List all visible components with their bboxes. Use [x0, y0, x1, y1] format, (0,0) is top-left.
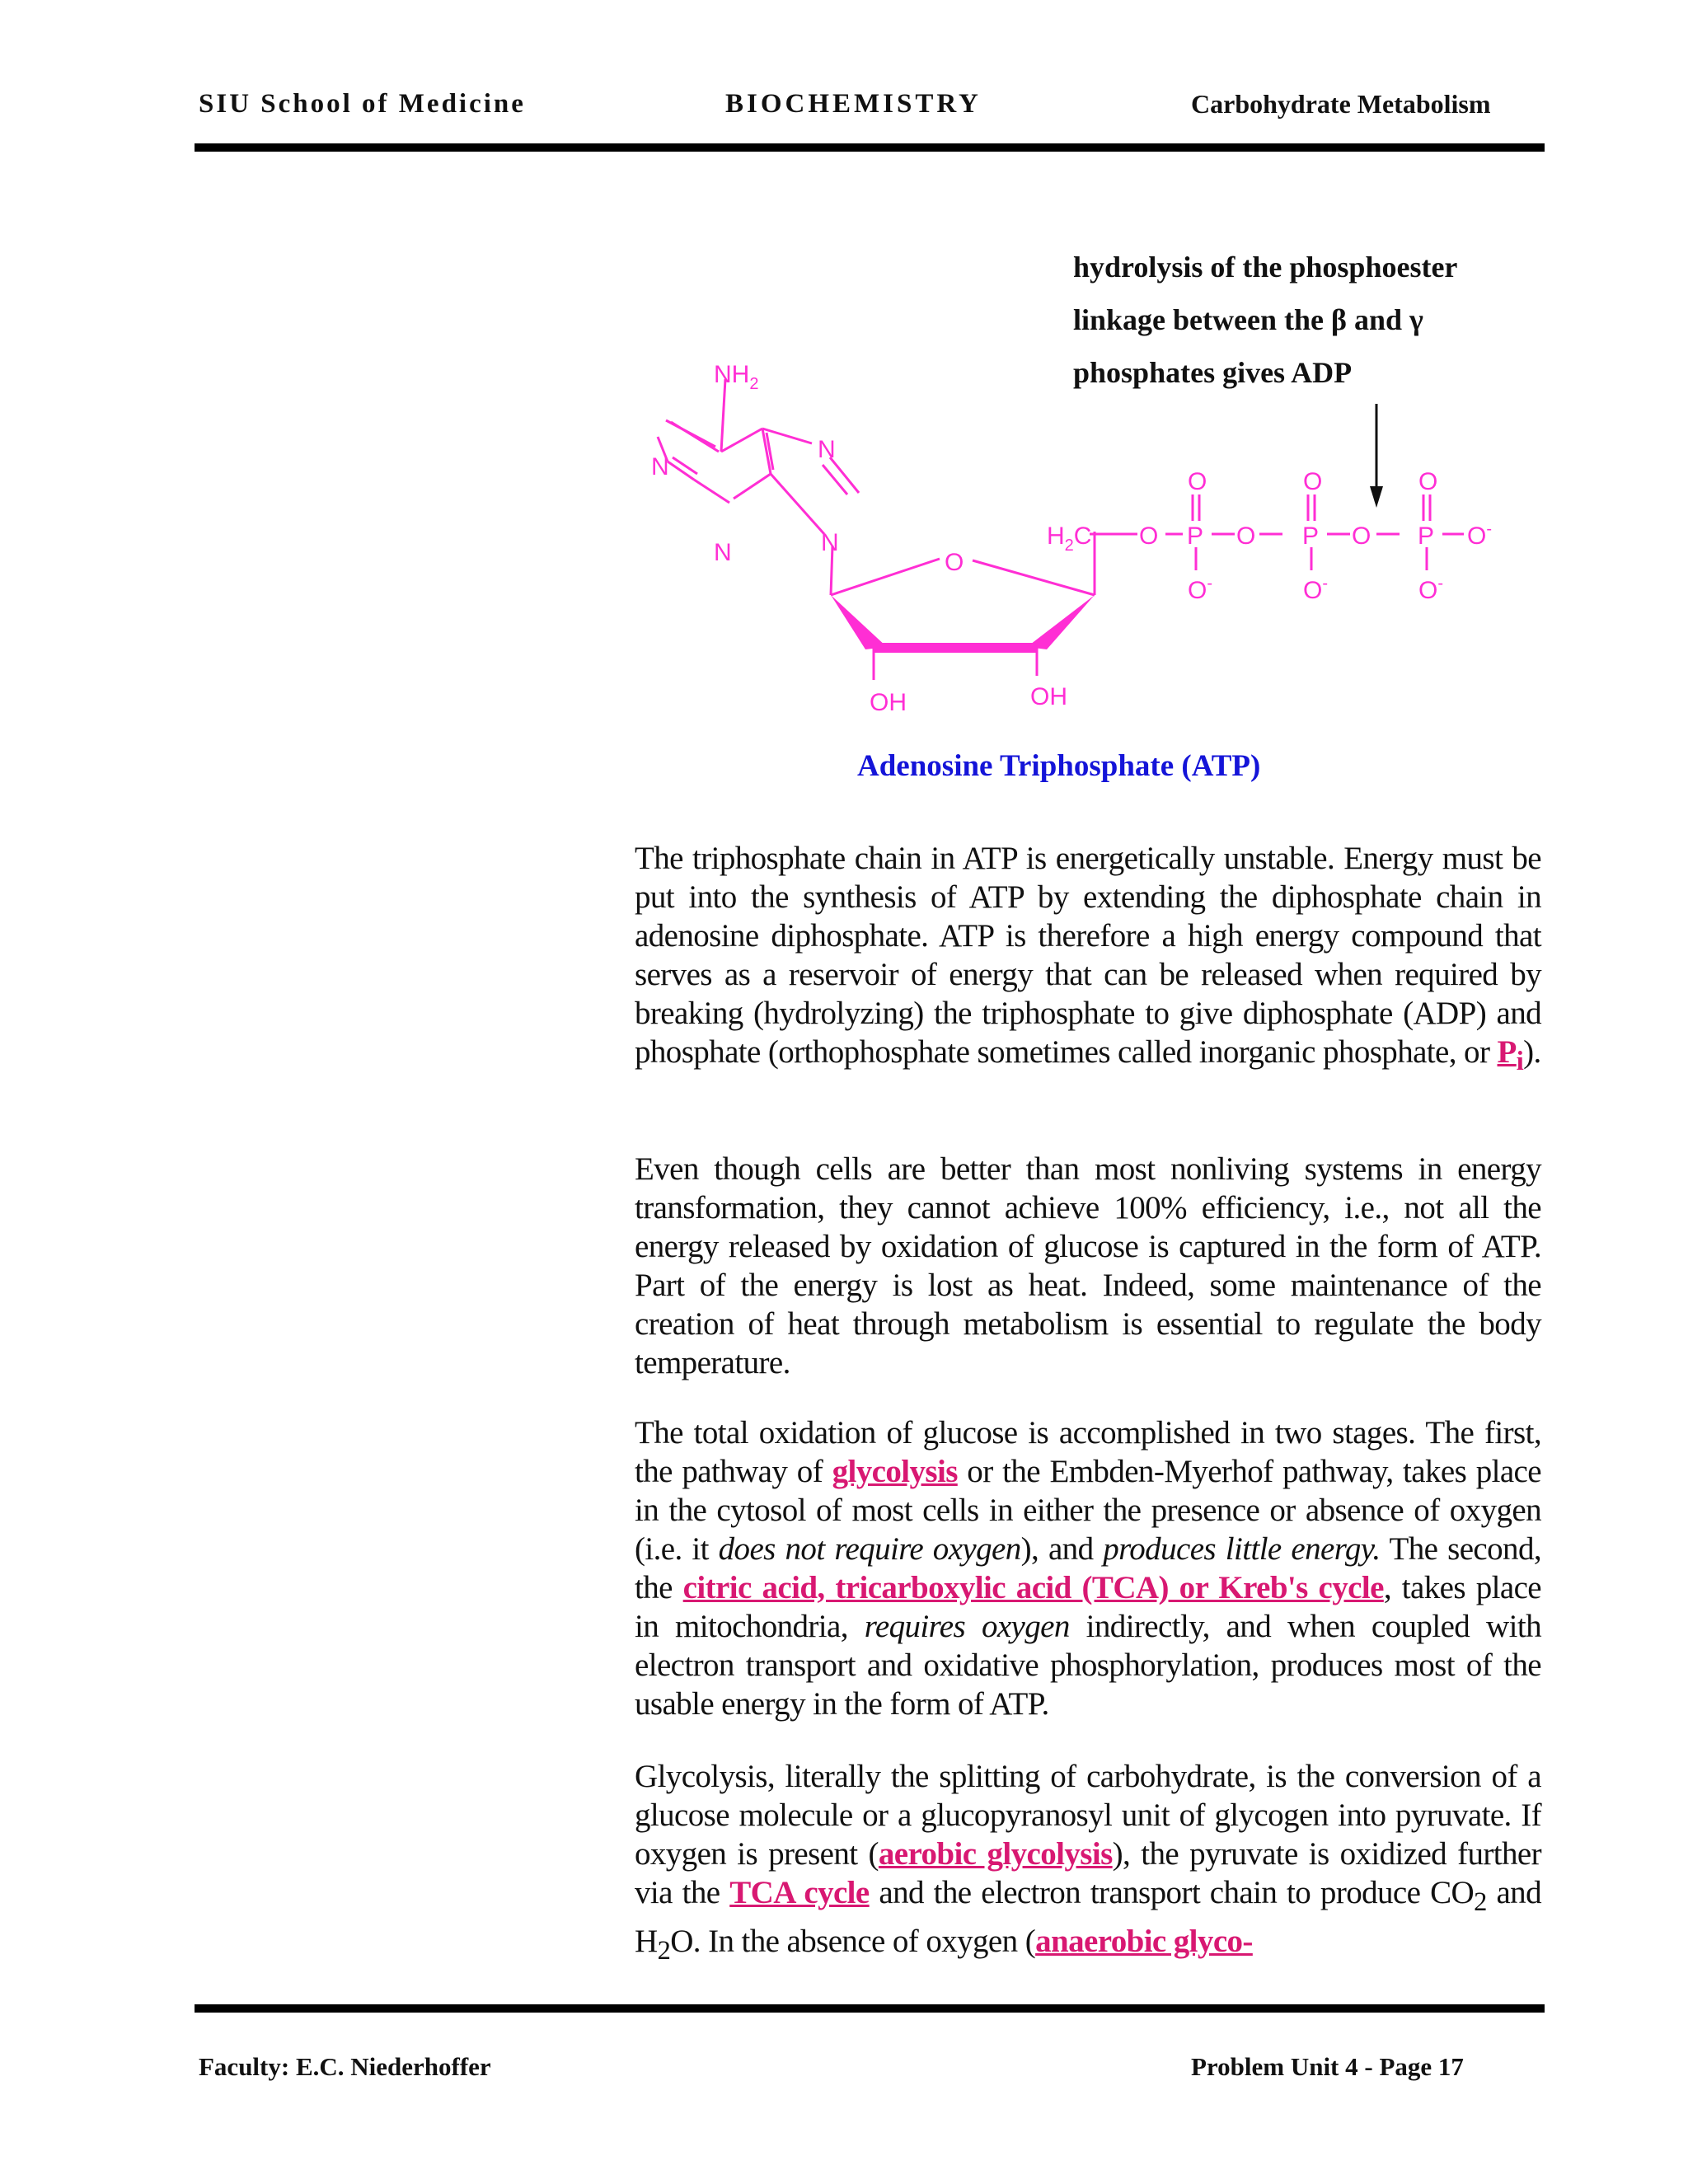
footer-faculty: Faculty: E.C. Niederhoffer	[199, 2052, 491, 2081]
alpha-phosphorus: P	[1187, 523, 1204, 550]
paragraph-glycolysis	[635, 1757, 1541, 1971]
p3-emphasis-1: does not require oxygen	[718, 1531, 1021, 1567]
figure-caption: Adenosine Triphosphate (ATP)	[857, 749, 1261, 783]
paragraph-efficiency: Even though cells are better than most nonliving systems in energy transformation, they cannot achieve 100% efficiency, i.e., not all the energy released by oxidation of glucose is captured in the form of ATP. Part of the energy is lost as heat. Indeed, some maintenance of the creation of heat through metabolism is essential to regulate the body temperature.	[635, 1151, 1541, 1380]
n9-label: N	[821, 529, 839, 556]
aerobic-glycolysis-link[interactable]: aerobic glycolysis	[878, 1836, 1113, 1872]
gamma-double-oxygen: O	[1418, 468, 1438, 495]
oh-2-label: OH	[870, 689, 907, 716]
atp-structure	[643, 354, 1533, 725]
p3-emphasis-2: produces little energy.	[1103, 1531, 1381, 1567]
p1-end: ).	[1523, 1034, 1541, 1070]
paragraph-atp-stability	[635, 839, 1541, 1081]
ch2-label: $H_2C$	[1047, 523, 1092, 555]
callout-line-2: linkage between the β and γ	[1073, 303, 1423, 336]
bridge-oxygen-1: O	[1139, 523, 1159, 550]
callout-line-1: hydrolysis of the phosphoester	[1073, 251, 1458, 284]
beta-phosphorus: P	[1302, 523, 1320, 550]
glycolysis-link[interactable]: glycolysis	[832, 1454, 958, 1489]
bridge-oxygen-3: O	[1352, 523, 1372, 550]
p4-text-b: ), the pyruvate is oxidized further via the	[635, 1836, 1542, 1910]
p3-emphasis-3: requires oxygen	[864, 1609, 1070, 1644]
p3-text-b: or the Embden-Myerhof pathway, takes place in the cytosol of most cells in either the presence or absence of oxygen (i.e. it	[635, 1454, 1541, 1567]
tca-cycle-link[interactable]: citric acid, tricarboxylic acid (TCA) or Kreb's cycle	[682, 1570, 1384, 1605]
header-subject: BIOCHEMISTRY	[725, 89, 982, 119]
p3-text-d: The second, the	[635, 1531, 1541, 1605]
p3-text-a: The total oxidation of glucose is accomplished in two stages. The first, the pathway of	[635, 1415, 1541, 1489]
callout-line-3: phosphates gives ADP	[1073, 356, 1353, 389]
p3-text-e: , takes place in mitochondria,	[635, 1570, 1541, 1644]
footer-page-number: Problem Unit 4 - Page 17	[1191, 2052, 1464, 2081]
header-rule	[195, 143, 1545, 152]
p3-text-f: indirectly, and when coupled with electron transport and oxidative phosphorylation, produces most of the usable energy in the form of ATP.	[635, 1609, 1541, 1722]
header-topic: Carbohydrate Metabolism	[1191, 89, 1491, 119]
ribose-oxygen-label: O	[945, 549, 964, 576]
nh2-label: $NH_2$	[714, 361, 759, 393]
n7-label: N	[818, 436, 836, 463]
terminal-oxygen: O-	[1467, 520, 1493, 550]
h2o-subscript: 2	[657, 1935, 671, 1966]
n3-label: N	[714, 539, 732, 566]
p4-text-a: Glycolysis, literally the splitting of carbohydrate, is the conversion of a glucose molecule or a glucopyranosyl unit of glycogen into pyruvate. If oxygen is present (	[635, 1759, 1541, 1872]
p1-text: The triphosphate chain in ATP is energetically unstable. Energy must be put into the synthesis of ATP by extending the diphosphate chain in adenosine diphosphate. ATP is therefore a high energy compound that serves as a reservoir of energy that can be released when required by breaking (hydrolyzing) the triphosphate to give diphosphate (ADP) and phosphate (orthophosphate sometimes called inorganic phosphate, or	[635, 841, 1541, 1070]
alpha-anionic-oxygen: O-	[1188, 574, 1213, 604]
bridge-oxygen-2: O	[1236, 523, 1256, 550]
n1-label: N	[651, 453, 669, 480]
pi-link[interactable]: $P_i$	[1497, 1034, 1524, 1076]
p4-text-e: O. In the absence of oxygen (	[670, 1923, 1036, 1959]
oh-3-label: OH	[1030, 683, 1067, 710]
p3-text-c: ), and	[1020, 1531, 1104, 1567]
p4-text-c: and the electron transport chain to produce CO	[869, 1875, 1475, 1910]
gamma-anionic-oxygen: O-	[1418, 574, 1444, 604]
co2-subscript: 2	[1474, 1886, 1487, 1917]
paragraph-two-stages	[635, 1413, 1541, 1723]
tca-cycle-link-2[interactable]: TCA cycle	[729, 1875, 870, 1910]
beta-anionic-oxygen: O-	[1303, 574, 1329, 604]
header-school: SIU School of Medicine	[199, 89, 526, 119]
anaerobic-glycolysis-link[interactable]: anaerobic glyco-	[1035, 1923, 1253, 1959]
alpha-double-oxygen: O	[1188, 468, 1207, 495]
beta-double-oxygen: O	[1303, 468, 1323, 495]
gamma-phosphorus: P	[1418, 523, 1435, 550]
footer-rule	[195, 2004, 1545, 2013]
p4-text-d: and H	[635, 1875, 1541, 1959]
